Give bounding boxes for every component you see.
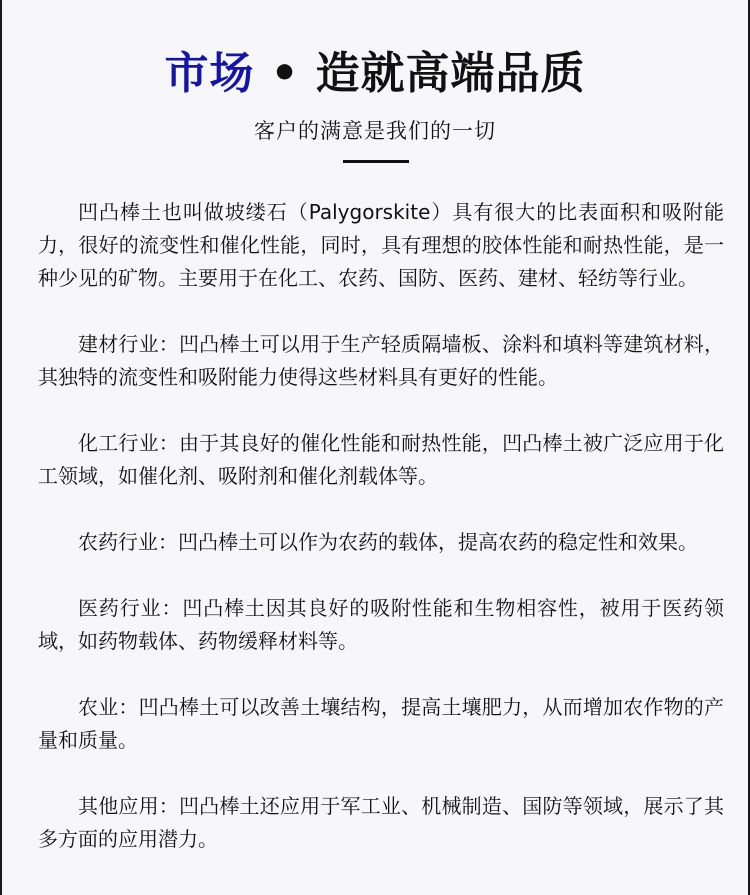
content-body xyxy=(38,196,724,889)
title-accent: 市场 xyxy=(164,48,255,99)
page-subtitle: 客户的满意是我们的一切 xyxy=(254,119,496,143)
paragraph-medicine: 医药行业：凹凸棒土因其良好的吸附性能和生物相容性，被用于医药领域，如药物载体、药物缓释材料等。 xyxy=(38,596,724,653)
paragraph-pesticide: 农药行业：凹凸棒土可以作为农药的载体，提高农药的稳定性和效果。 xyxy=(78,530,698,554)
paragraph-intro: 凹凸棒土也叫做坡缕石（Palygorskite）具有很大的比表面积和吸附能力，很好的流变性和催化性能，同时，具有理想的胶体性能和耐热性能，是一种少见的矿物。主要用于在化工、农药、国防、医药、建材、轻纺等行业。 xyxy=(38,200,724,290)
paragraph-building-materials: 建材行业：凹凸棒土可以用于生产轻质隔墙板、涂料和填料等建筑材料，其独特的流变性和吸附能力使得这些材料具有更好的性能。 xyxy=(38,332,724,389)
page-title xyxy=(0,44,750,104)
paragraph-chemical: 化工行业：由于其良好的催化性能和耐热性能，凹凸棒土被广泛应用于化工领域，如催化剂、吸附剂和催化剂载体等。 xyxy=(38,431,724,488)
paragraph-agriculture: 农业：凹凸棒土可以改善土壤结构，提高土壤肥力，从而增加农作物的产量和质量。 xyxy=(38,695,724,752)
paragraph-other: 其他应用：凹凸棒土还应用于军工业、机械制造、国防等领域，展示了其多方面的应用潜力。 xyxy=(38,794,724,851)
title-divider xyxy=(343,160,409,163)
title-dot: • xyxy=(270,48,300,99)
title-rest: 造就高端品质 xyxy=(315,48,586,99)
